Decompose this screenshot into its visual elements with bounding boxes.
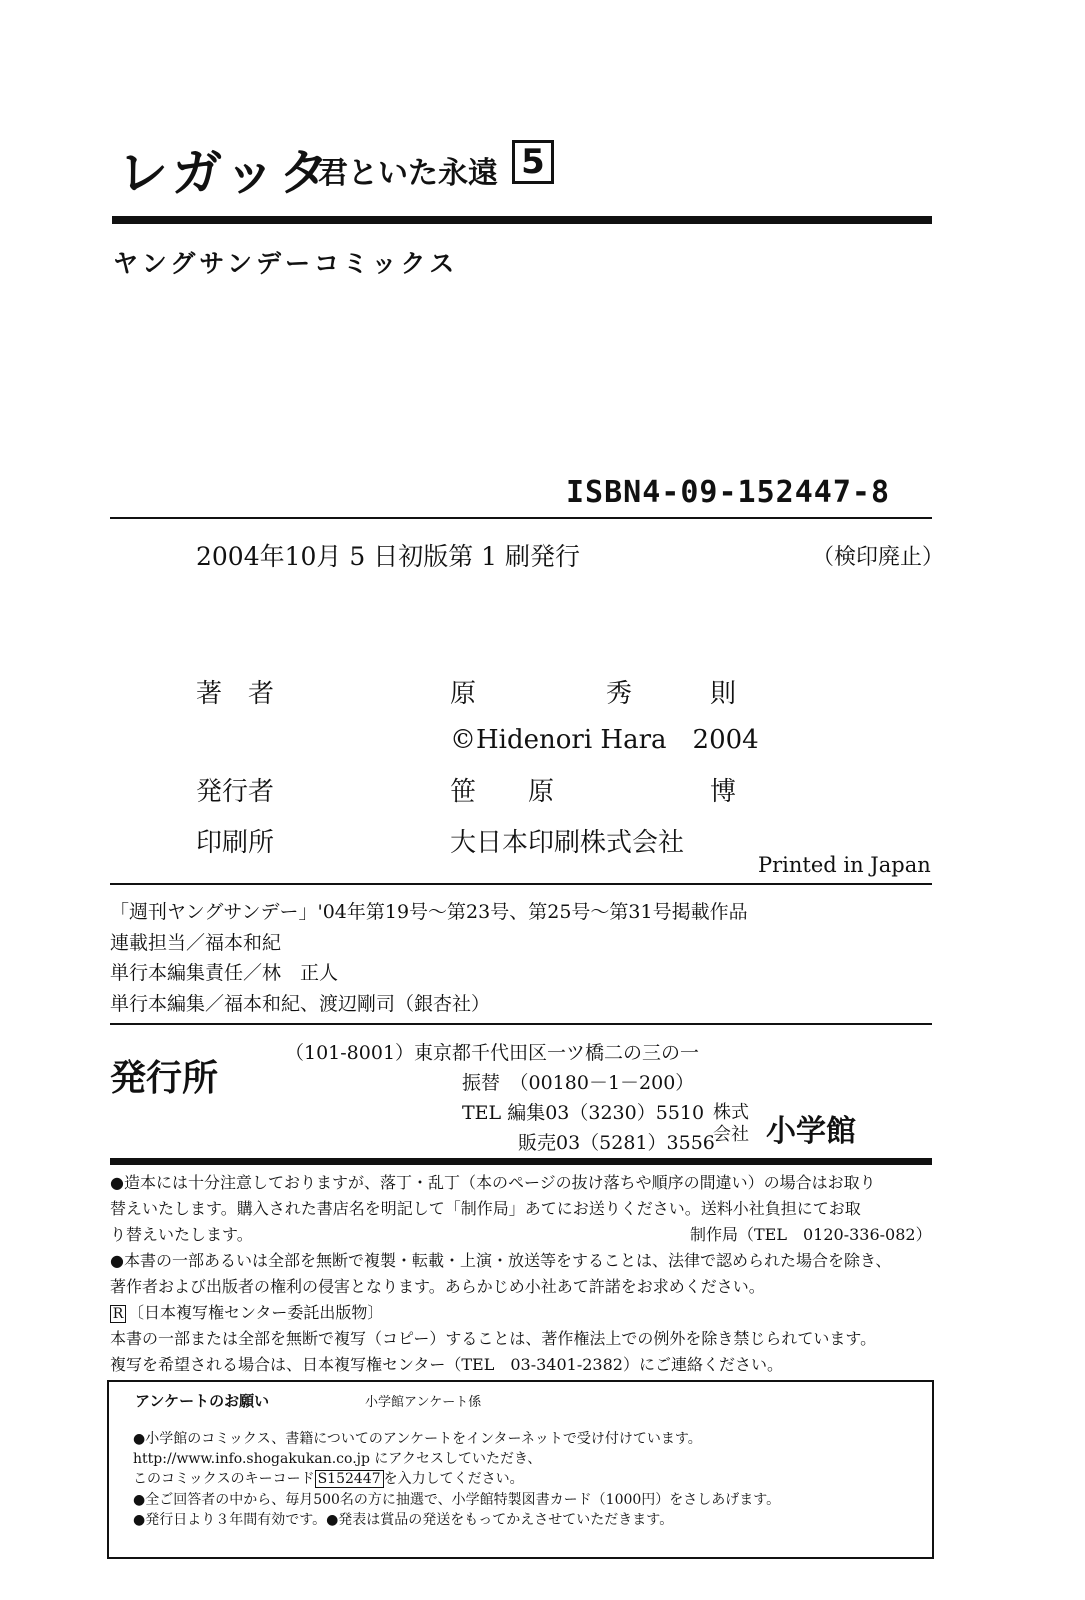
- fine-print-line: 〔日本複写権センター委託出版物〕: [128, 1303, 384, 1322]
- survey-key-prefix: このコミックスのキーコード: [133, 1471, 315, 1487]
- survey-url: http://www.info.shogakukan.co.jp にアクセスしていただき、: [133, 1451, 542, 1467]
- fine-print-line: ●造本には十分注意しておりますが、落丁・乱丁（本のページの抜け落ちや順序の間違い）の場合はお取り: [110, 1173, 876, 1192]
- survey-dept: 小学館アンケート係: [365, 1395, 482, 1410]
- office-rule: [110, 1158, 932, 1165]
- survey-key-code: S152447: [315, 1470, 384, 1488]
- survey-line: ●発行日より３年間有効です。●発表は賞品の発送をもってかえさせていただきます。: [133, 1512, 674, 1528]
- printer-label: 印刷所: [196, 828, 275, 858]
- serial-editor-note: 連載担当／福本和紀: [110, 932, 282, 954]
- isbn: ISBN4-09-152447-8: [566, 475, 891, 510]
- corporation-type: 株式会社: [713, 1102, 749, 1145]
- fine-print-line: 本書の一部または全部を無断で複写（コピー）することは、著作権法上での例外を除き禁じられています。: [110, 1329, 877, 1348]
- survey-line: ●小学館のコミックス、書籍についてのアンケートをインターネットで受け付けています。: [133, 1431, 702, 1447]
- notes-rule: [110, 1023, 932, 1025]
- fine-print-line: ●本書の一部あるいは全部を無断で複製・転載・上演・放送等をすることは、法律で認められた場合を除き、: [110, 1251, 892, 1270]
- isbn-rule: [110, 517, 932, 519]
- production-contact: 制作局（TEL 0120-336-082）: [690, 1225, 932, 1244]
- transfer-account: 振替 （00180－1－200）: [462, 1072, 695, 1094]
- fine-print-line: 複写を希望される場合は、日本複写権センター（TEL 03-3401-2382）にご連絡ください。: [110, 1355, 783, 1374]
- copyright-center-line: [110, 1300, 383, 1323]
- publisher-logo-text: 小学館: [766, 1114, 856, 1149]
- tel-editorial: TEL 編集03（3230）5510: [462, 1102, 705, 1124]
- publisher-address: （101-8001）東京都千代田区一ツ橋二の三の一: [285, 1042, 700, 1064]
- printed-in: Printed in Japan: [758, 853, 931, 877]
- title-rule: [112, 216, 932, 224]
- book-subtitle: 君といた永遠: [318, 156, 498, 191]
- fine-print-line: 替えいたします。購入された書店名を明記して「制作局」あてにお送りください。送料小社負担にてお取: [110, 1199, 861, 1218]
- survey-key-line: [133, 1468, 524, 1488]
- survey-key-suffix: を入力してください。: [383, 1471, 524, 1487]
- author-label: 著 者: [196, 679, 275, 709]
- serialization-note: 「週刊ヤングサンデー」'04年第19号～第23号、第25号～第31号掲載作品: [110, 901, 748, 923]
- survey-line: ●全ご回答者の中から、毎月500名の方に抽選で、小学館特製図書カード（1000円）をさしあげます。: [133, 1492, 781, 1508]
- fine-print-line: 著作者および出版者の権利の侵害となります。あらかじめ小社あて許諾をお求めください。: [110, 1277, 765, 1296]
- credits-rule: [110, 883, 932, 885]
- survey-heading: アンケートのお願い: [135, 1392, 270, 1410]
- printer-name: 大日本印刷株式会社: [450, 828, 685, 858]
- issue-date: 2004年10月 5 日初版第 1 刷発行: [196, 542, 581, 571]
- volume-number: 5: [512, 140, 554, 184]
- publishing-office-label: 発行所: [110, 1058, 219, 1099]
- book-editor-note: 単行本編集／福本和紀、渡辺剛司（銀杏社）: [110, 993, 491, 1015]
- copyright-notice: ©Hidenori Hara 2004: [450, 725, 759, 755]
- publisher-name: 笹 原 博: [450, 777, 737, 807]
- series-label: ヤングサンデーコミックス: [113, 249, 459, 278]
- fine-print-line: り替えいたします。: [110, 1225, 253, 1244]
- author-name: 原 秀 則: [450, 679, 737, 709]
- book-title: レガッタ: [118, 144, 333, 202]
- r-mark-icon: R: [110, 1305, 126, 1323]
- chief-editor-note: 単行本編集責任／林 正人: [110, 962, 339, 984]
- publisher-label: 発行者: [196, 777, 275, 807]
- tel-sales: 販売03（5281）3556: [518, 1132, 715, 1154]
- seal-note: （検印廃止）: [812, 545, 945, 570]
